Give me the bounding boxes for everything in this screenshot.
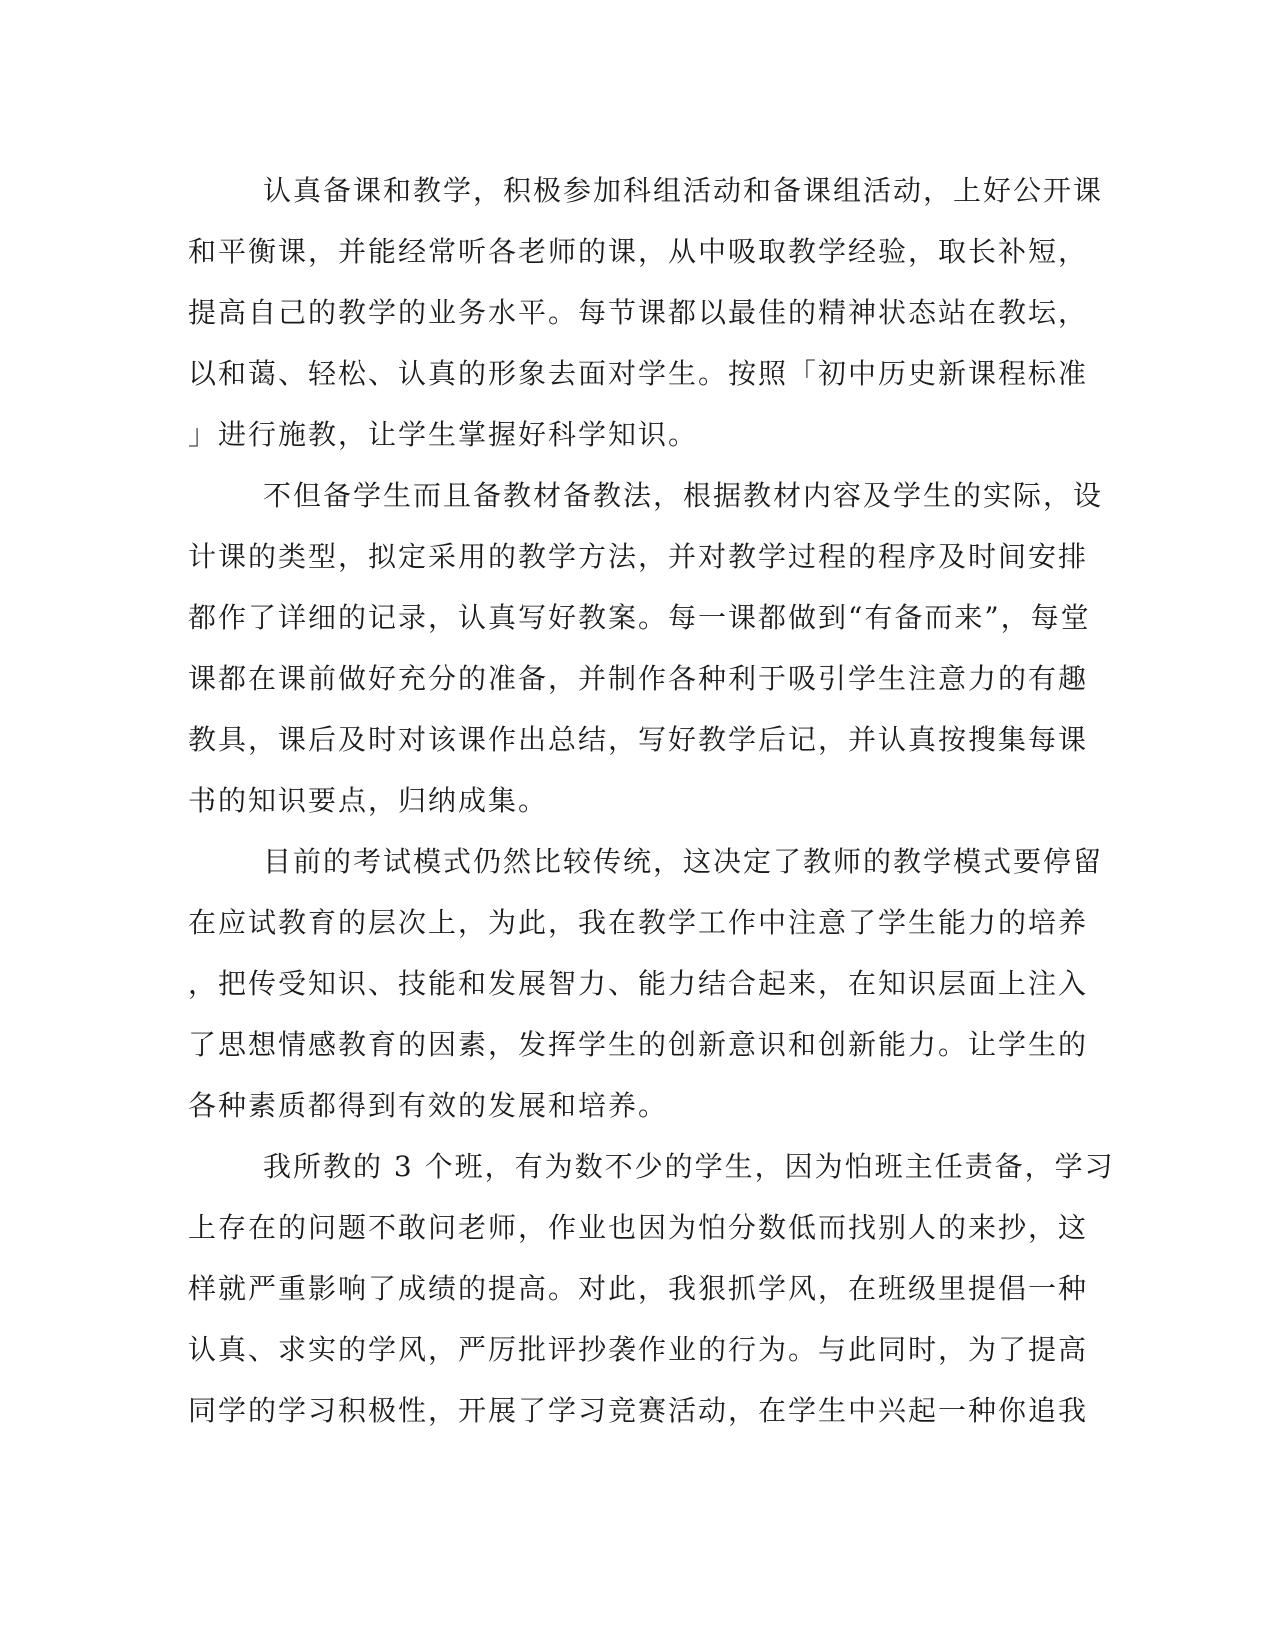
text-line: 不但备学生而且备教材备教法，根据教材内容及学生的实际，设	[263, 479, 1104, 512]
body-text	[188, 160, 1115, 1441]
text-line: 认真、求实的学风，严厉批评抄袭作业的行为。与此同时，为了提高	[188, 1333, 1089, 1366]
text-line: 提高自己的教学的业务水平。每节课都以最佳的精神状态站在教坛，	[188, 296, 1089, 329]
text-line: ，把传受知识、技能和发展智力、能力结合起来，在知识层面上注入	[188, 967, 1089, 1000]
text-line: 书的知识要点，归纳成集。	[188, 784, 549, 817]
text-line: 同学的学习积极性，开展了学习竞赛活动，在学生中兴起一种你追我	[188, 1394, 1089, 1427]
text-line: 在应试教育的层次上，为此，我在教学工作中注意了学生能力的培养	[188, 906, 1089, 939]
text-line: 样就严重影响了成绩的提高。对此，我狠抓学风，在班级里提倡一种	[188, 1272, 1089, 1305]
text-line: 目前的考试模式仍然比较传统，这决定了教师的教学模式要停留	[263, 845, 1104, 878]
text-line: 教具，课后及时对该课作出总结，写好教学后记，并认真按搜集每课	[188, 723, 1089, 756]
text-line: 各种素质都得到有效的发展和培养。	[188, 1089, 669, 1122]
text-line: 课都在课前做好充分的准备，并制作各种利于吸引学生注意力的有趣	[188, 662, 1089, 695]
text-line: 认真备课和教学，积极参加科组活动和备课组活动，上好公开课	[263, 174, 1104, 207]
text-line: 计课的类型，拟定采用的教学方法，并对教学过程的程序及时间安排	[188, 540, 1089, 573]
paragraph	[188, 465, 1104, 831]
text-line: 上存在的问题不敢问老师，作业也因为怕分数低而找别人的来抄，这	[188, 1211, 1089, 1244]
text-line: 了思想情感教育的因素，发挥学生的创新意识和创新能力。让学生的	[188, 1028, 1089, 1061]
paragraph	[188, 160, 1104, 465]
text-line: 都作了详细的记录，认真写好教案。每一课都做到“有备而来”，每堂	[188, 601, 1091, 634]
text-line: 和平衡课，并能经常听各老师的课，从中吸取教学经验，取长补短，	[188, 235, 1089, 268]
text-line: 我所教的 3 个班，有为数不少的学生，因为怕班主任责备，学习	[263, 1150, 1115, 1183]
paragraph	[188, 831, 1104, 1136]
paragraph	[188, 1136, 1115, 1441]
text-line: 以和蔼、轻松、认真的形象去面对学生。按照「初中历史新课程标准	[188, 357, 1089, 390]
text-line: 」进行施教，让学生掌握好科学知识。	[188, 418, 699, 451]
